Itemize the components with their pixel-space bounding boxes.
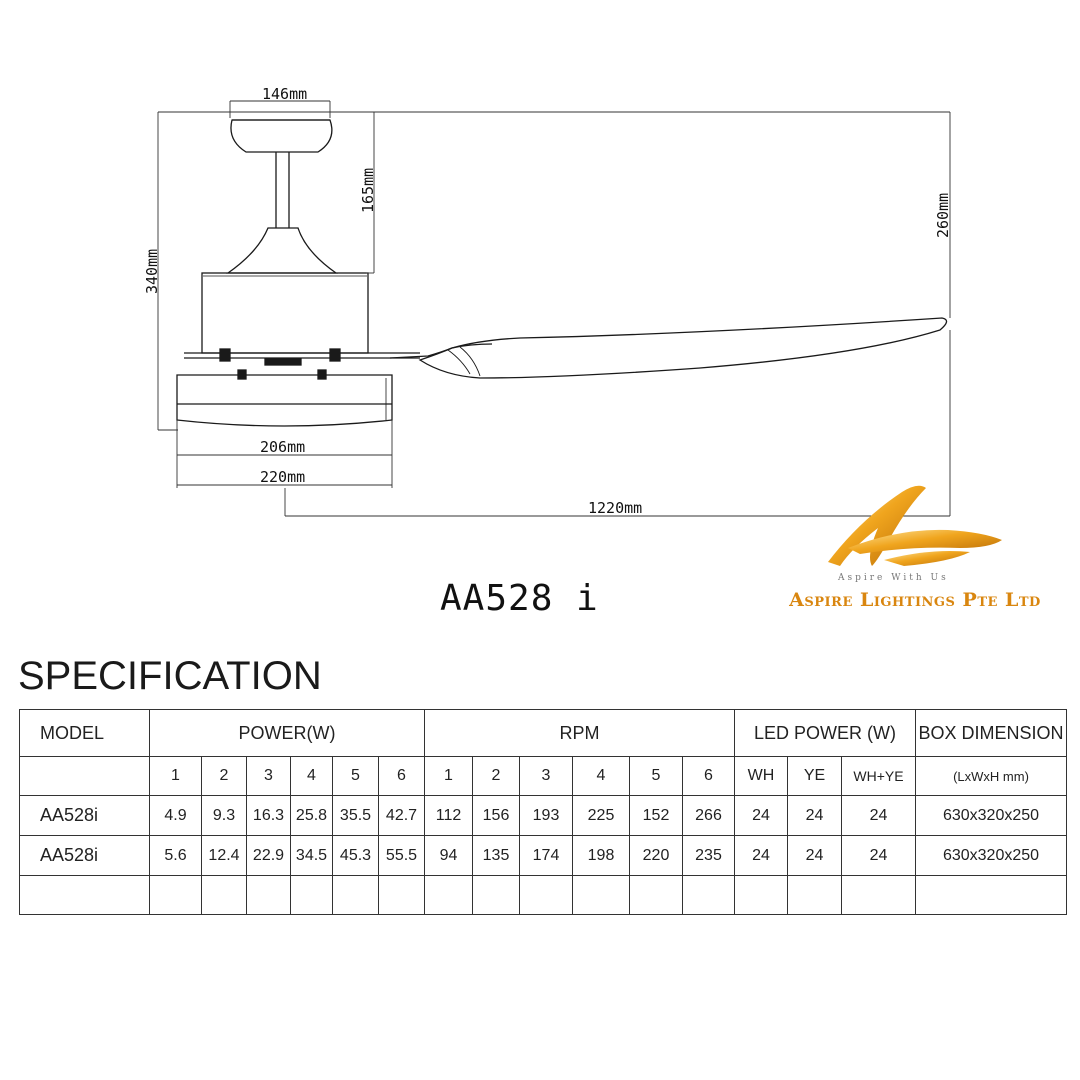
- rpm-cell: 235: [683, 836, 735, 876]
- empty-cell: [291, 876, 333, 915]
- blade-arm-shape: [390, 344, 492, 358]
- empty-cell: [788, 876, 842, 915]
- overall-height-label: 340mm: [143, 248, 161, 294]
- led-cell: 24: [842, 836, 916, 876]
- table-row: [20, 796, 1067, 836]
- empty-cell: [333, 876, 379, 915]
- specification-table: [19, 709, 1067, 915]
- canopy-width-label: 146mm: [262, 85, 308, 103]
- empty-cell: [425, 876, 473, 915]
- model-cell: AA528i: [20, 796, 150, 836]
- power-cell: 55.5: [379, 836, 425, 876]
- empty-cell: [573, 876, 630, 915]
- aspire-logo: [828, 486, 1002, 583]
- model-cell: AA528i: [20, 836, 150, 876]
- rpm-header: RPM: [425, 710, 735, 757]
- power-cell: 12.4: [202, 836, 247, 876]
- power-cell: 35.5: [333, 796, 379, 836]
- rpm-speed-header: 5: [630, 757, 683, 796]
- empty-cell: [842, 876, 916, 915]
- led-cell: 24: [735, 836, 788, 876]
- power-speed-header: 3: [247, 757, 291, 796]
- empty-cell: [473, 876, 520, 915]
- motor-housing-shape: [202, 273, 368, 353]
- led-whye-header: WH+YE: [842, 757, 916, 796]
- rpm-cell: 193: [520, 796, 573, 836]
- power-cell: 42.7: [379, 796, 425, 836]
- power-speed-header: 5: [333, 757, 379, 796]
- empty-cell: [520, 876, 573, 915]
- empty-cell: [202, 876, 247, 915]
- light-kit-shape: [177, 375, 392, 426]
- led-power-header: LED POWER (W): [735, 710, 916, 757]
- led-cell: 24: [788, 836, 842, 876]
- table-row: [20, 836, 1067, 876]
- power-cell: 9.3: [202, 796, 247, 836]
- table-subheader-row: [20, 757, 1067, 796]
- rpm-speed-header: 6: [683, 757, 735, 796]
- blade-span-label: 1220mm: [588, 499, 643, 517]
- power-speed-header: 1: [150, 757, 202, 796]
- rpm-cell: 174: [520, 836, 573, 876]
- light-width-label: 206mm: [260, 438, 306, 456]
- blade-height-label: 260mm: [934, 192, 952, 238]
- downrod-length-label: 165mm: [359, 167, 377, 213]
- box-dimension-header: BOX DIMENSION: [916, 710, 1067, 757]
- box-cell: 630x320x250: [916, 836, 1067, 876]
- model-title: AA528 i: [440, 578, 599, 619]
- rpm-cell: 156: [473, 796, 520, 836]
- led-ye-header: YE: [788, 757, 842, 796]
- power-speed-header: 6: [379, 757, 425, 796]
- power-cell: 34.5: [291, 836, 333, 876]
- rpm-cell: 198: [573, 836, 630, 876]
- rpm-cell: 225: [573, 796, 630, 836]
- empty-cell: [150, 876, 202, 915]
- empty-cell: [20, 876, 150, 915]
- rpm-cell: 220: [630, 836, 683, 876]
- power-cell: 4.9: [150, 796, 202, 836]
- empty-cell: [379, 876, 425, 915]
- power-cell: 25.8: [291, 796, 333, 836]
- power-cell: 45.3: [333, 836, 379, 876]
- model-header: MODEL: [20, 710, 150, 757]
- rpm-speed-header: 4: [573, 757, 630, 796]
- blade-shape: [420, 318, 947, 378]
- rpm-cell: 152: [630, 796, 683, 836]
- rpm-speed-header: 1: [425, 757, 473, 796]
- power-cell: 22.9: [247, 836, 291, 876]
- power-header: POWER(W): [150, 710, 425, 757]
- model-subheader-cell: [20, 757, 150, 796]
- empty-cell: [247, 876, 291, 915]
- power-cell: 16.3: [247, 796, 291, 836]
- table-empty-row: [20, 876, 1067, 915]
- company-name: Aspire Lightings Pte Ltd: [789, 589, 1041, 611]
- led-cell: 24: [735, 796, 788, 836]
- box-cell: 630x320x250: [916, 796, 1067, 836]
- rpm-speed-header: 2: [473, 757, 520, 796]
- motor-neck-shape: [228, 228, 336, 273]
- canopy-shape: [231, 120, 332, 152]
- empty-cell: [916, 876, 1067, 915]
- rpm-cell: 112: [425, 796, 473, 836]
- rpm-speed-header: 3: [520, 757, 573, 796]
- body-width-label: 220mm: [260, 468, 306, 486]
- led-cell: 24: [788, 796, 842, 836]
- power-speed-header: 4: [291, 757, 333, 796]
- rpm-cell: 135: [473, 836, 520, 876]
- brand-tagline: Aspire With Us: [838, 573, 949, 583]
- led-wh-header: WH: [735, 757, 788, 796]
- rpm-cell: 94: [425, 836, 473, 876]
- empty-cell: [630, 876, 683, 915]
- specification-heading: SPECIFICATION: [18, 654, 322, 698]
- power-cell: 5.6: [150, 836, 202, 876]
- led-cell: 24: [842, 796, 916, 836]
- empty-cell: [735, 876, 788, 915]
- box-unit-header: (LxWxH mm): [916, 757, 1067, 796]
- power-speed-header: 2: [202, 757, 247, 796]
- empty-cell: [683, 876, 735, 915]
- table-header-row: [20, 710, 1067, 757]
- rpm-cell: 266: [683, 796, 735, 836]
